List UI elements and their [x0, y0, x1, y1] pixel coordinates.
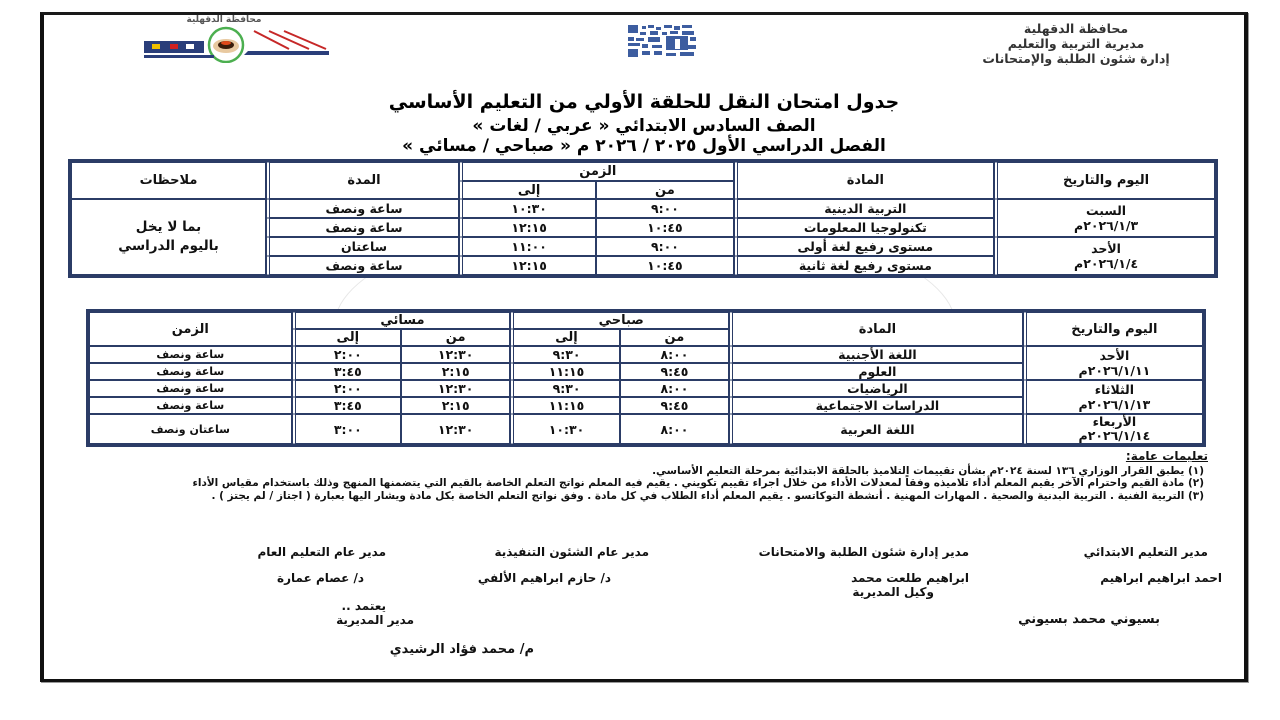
evening-to-cell: ٣:٤٥	[292, 363, 401, 380]
department-name: إدارة شئون الطلبة والإمتحانات	[982, 51, 1170, 66]
subject-cell: مستوى رفيع لغة ثانية	[734, 256, 995, 275]
directorate-logo-icon	[114, 21, 344, 63]
header-evening: مسائي	[292, 312, 511, 329]
day-cell	[994, 199, 1215, 237]
deputy-name: بسيوني محمد بسيوني	[1018, 612, 1160, 627]
to-cell: ١١:٠٠	[459, 237, 596, 256]
exam-date: ٢٠٢٦/١/١٤م	[1078, 428, 1151, 443]
subject-cell: مستوى رفيع لغة أولى	[734, 237, 995, 256]
duration-cell: ساعتان	[266, 237, 459, 256]
header-day-date: اليوم والتاريخ	[994, 162, 1215, 199]
day-cell	[1023, 380, 1203, 414]
exam-date: ٢٠٢٦/١/١٣م	[1078, 397, 1151, 412]
evening-from-cell: ٢:١٥	[401, 397, 510, 414]
directorate-name: مديرية التربية والتعليم	[1007, 36, 1145, 51]
morning-from-cell: ٩:٤٥	[620, 363, 729, 380]
header-morning-to: إلى	[510, 329, 619, 346]
day-name: الأحد	[1091, 241, 1121, 256]
instruction-item: (٢) مادة القيم واحترام الآخر يقيم المعلم أداء تلاميذه وفقاً لمعدلات الأداء من خلال اجراء تقييم تكويني . يقيم فيه المعلم نواتج التعلم الخاصة بالقيم التي يتضمنها المنهج وذلك باستخدام مقياس الأداء	[192, 477, 1204, 489]
duration-cell: ساعة ونصف	[89, 346, 292, 363]
governorate-name: محافظة الدقهلية	[1023, 21, 1129, 36]
duration-cell: ساعة ونصف	[89, 397, 292, 414]
day-name: الأحد	[1099, 348, 1130, 363]
signatory-name: د/ حازم ابراهيم الألفي	[477, 571, 611, 585]
duration-cell: ساعة ونصف	[89, 363, 292, 380]
signature-title: مدير عام الشئون التنفيذية	[494, 545, 649, 559]
duration-cell: ساعة ونصف	[266, 256, 459, 275]
signatory-name: د/ عصام عمارة	[277, 571, 364, 585]
header-from: من	[596, 181, 733, 199]
morning-to-cell: ١١:١٥	[510, 397, 619, 414]
day-name: الأربعاء	[1092, 414, 1137, 429]
exam-date: ٢٠٢٦/١/٣م	[1074, 218, 1139, 233]
header-morning: صباحي	[510, 312, 729, 329]
morning-to-cell: ٩:٣٠	[510, 346, 619, 363]
header-day-date: اليوم والتاريخ	[1023, 312, 1203, 346]
day-name: الثلاثاء	[1094, 382, 1135, 397]
exam-date: ٢٠٢٦/١/٤م	[1074, 256, 1139, 271]
morning-from-cell: ٩:٤٥	[620, 397, 729, 414]
subject-cell: العلوم	[729, 363, 1023, 380]
notes-line-1: بما لا يخل	[135, 219, 202, 235]
evening-to-cell: ٢:٠٠	[292, 346, 401, 363]
day-cell	[994, 237, 1215, 275]
signature-title: مدير التعليم الابتدائي	[1083, 545, 1208, 559]
second-schedule-table	[86, 309, 1206, 447]
subject-cell: اللغة الأجنبية	[729, 346, 1023, 363]
signature-title: مدير عام التعليم العام	[257, 545, 386, 559]
notes-line-2: باليوم الدراسي	[118, 238, 219, 254]
evening-to-cell: ٢:٠٠	[292, 380, 401, 397]
header-to: إلى	[459, 181, 596, 199]
evening-from-cell: ١٢:٣٠	[401, 380, 510, 397]
term-subtitle: الفصل الدراسي الأول ٢٠٢٥ / ٢٠٢٦ م « صباحي / مسائي »	[402, 136, 886, 156]
from-cell: ٩:٠٠	[596, 237, 733, 256]
evening-to-cell: ٣:٠٠	[292, 414, 401, 444]
header-duration: الزمن	[89, 312, 292, 346]
director-name: م/ محمد فؤاد الرشيدي	[389, 642, 534, 657]
morning-to-cell: ٩:٣٠	[510, 380, 619, 397]
subject-cell: تكنولوجيا المعلومات	[734, 218, 995, 237]
deputy-title: وكيل المديرية	[852, 585, 934, 599]
header-subject: المادة	[734, 162, 995, 199]
header-evening-to: إلى	[292, 329, 401, 346]
duration-cell: ساعة ونصف	[266, 218, 459, 237]
subject-cell: التربية الدينية	[734, 199, 995, 218]
duration-cell: ساعة ونصف	[266, 199, 459, 218]
duration-cell: ساعتان ونصف	[89, 414, 292, 444]
header-notes: ملاحظات	[71, 162, 266, 199]
table-row	[89, 380, 1203, 397]
header-evening-from: من	[401, 329, 510, 346]
subject-cell: الدراسات الاجتماعية	[729, 397, 1023, 414]
duration-cell: ساعة ونصف	[89, 380, 292, 397]
notes-cell	[71, 199, 266, 275]
to-cell: ١٢:١٥	[459, 256, 596, 275]
table-row	[89, 414, 1203, 444]
table-row	[71, 199, 1215, 218]
instructions-title: تعليمات عامة:	[1125, 449, 1208, 463]
director-title: مدير المديرية	[336, 613, 414, 627]
header-morning-from: من	[620, 329, 729, 346]
day-cell	[1023, 346, 1203, 380]
logo-caption: محافظة الدقهلية	[186, 15, 262, 25]
day-name: السبت	[1086, 203, 1127, 218]
morning-from-cell: ٨:٠٠	[620, 346, 729, 363]
evening-to-cell: ٣:٤٥	[292, 397, 401, 414]
subject-cell: اللغة العربية	[729, 414, 1023, 444]
instruction-item: (١) يطبق القرار الوزاري ١٣٦ لسنة ٢٠٢٤م بشأن تقييمات التلاميذ بالحلقة الابتدائية بمرحلة التعليم الأساسي.	[652, 464, 1204, 477]
to-cell: ١٢:١٥	[459, 218, 596, 237]
morning-from-cell: ٨:٠٠	[620, 380, 729, 397]
organization-header	[946, 21, 1206, 66]
schedule-title: جدول امتحان النقل للحلقة الأولي من التعليم الأساسي	[388, 91, 900, 113]
general-instructions	[38, 450, 1208, 502]
exam-date: ٢٠٢٦/١/١١م	[1078, 363, 1151, 378]
to-cell: ١٠:٣٠	[459, 199, 596, 218]
instruction-item: (٣) التربية الفنية . التربية البدنية والصحية . المهارات المهنية . أنشطة التوكاتسو . يقيم المعلم أداء الطلاب في كل مادة . وفق نواتج التعلم الخاصة بكل مادة ويشار اليها بعبارة ( اجتاز / لم يجتز ) .	[211, 489, 1204, 502]
day-cell	[1023, 414, 1203, 444]
evening-from-cell: ١٢:٣٠	[401, 346, 510, 363]
qr-code-icon	[626, 23, 700, 59]
approval-label: يعتمد ..	[341, 599, 386, 613]
morning-to-cell: ١٠:٣٠	[510, 414, 619, 444]
signatory-name: احمد ابراهيم ابراهيم	[1100, 571, 1222, 585]
from-cell: ١٠:٤٥	[596, 256, 733, 275]
evening-from-cell: ١٢:٣٠	[401, 414, 510, 444]
from-cell: ٩:٠٠	[596, 199, 733, 218]
first-term-schedule-table	[68, 159, 1218, 278]
header-duration: المدة	[266, 162, 459, 199]
table-row	[89, 346, 1203, 363]
morning-from-cell: ٨:٠٠	[620, 414, 729, 444]
signatory-name: ابراهيم طلعت محمد	[851, 571, 969, 585]
header-time: الزمن	[459, 162, 734, 181]
document-frame	[40, 12, 1248, 682]
subject-cell: الرياضيات	[729, 380, 1023, 397]
morning-to-cell: ١١:١٥	[510, 363, 619, 380]
from-cell: ١٠:٤٥	[596, 218, 733, 237]
header-subject: المادة	[729, 312, 1023, 346]
grade-subtitle: الصف السادس الابتدائي « عربي / لغات »	[472, 116, 816, 136]
evening-from-cell: ٢:١٥	[401, 363, 510, 380]
signature-title: مدير إدارة شئون الطلبة والامتحانات	[758, 545, 969, 559]
